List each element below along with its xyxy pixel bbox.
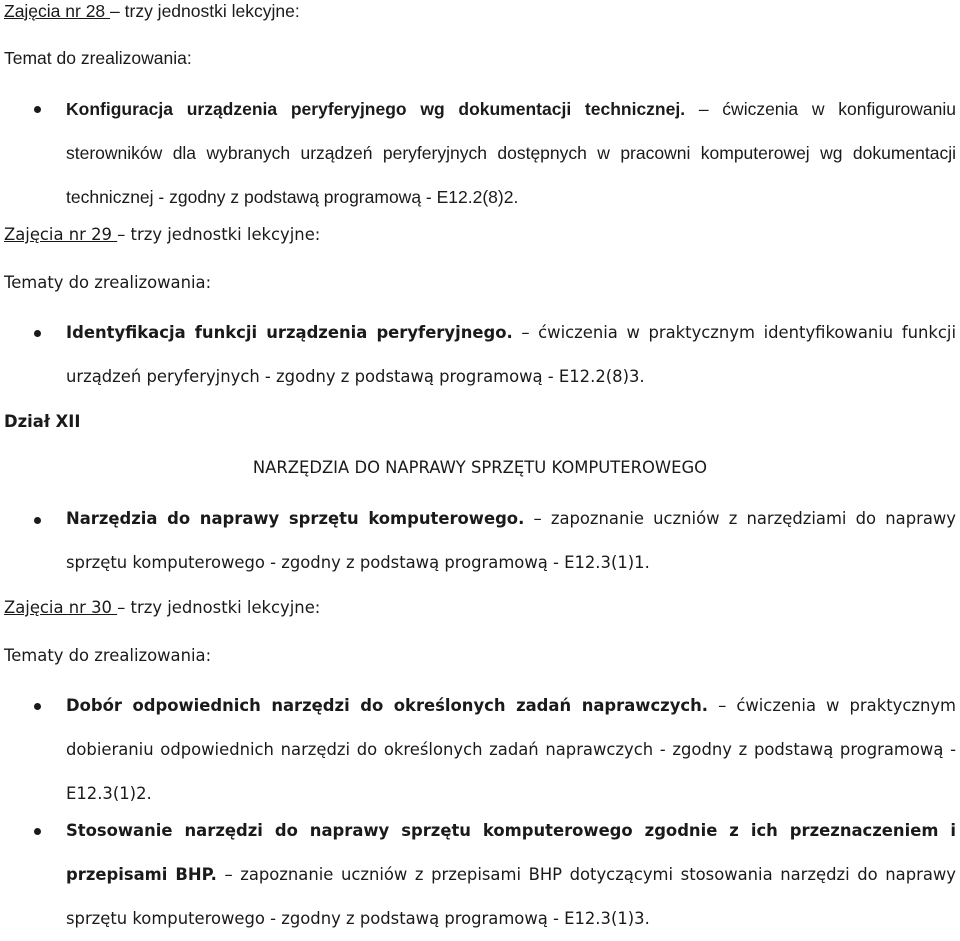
session-28-header — [4, 0, 300, 22]
section-title: NARZĘDZIA DO NAPRAWY SPRZĘTU KOMPUTEROWEGO — [252, 458, 708, 477]
session-29-link[interactable]: Zajęcia nr 29 — [4, 225, 118, 244]
session-30-item-1-bold: Dobór odpowiednich narzędzi do określonych zadań naprawczych. — [66, 696, 709, 715]
session-29-item-bold: Identyfikacja funkcji urządzenia peryferyjnego. — [66, 323, 513, 342]
session-30-header-rest: – trzy jednostki lekcyjne: — [117, 598, 321, 617]
session-29-header — [4, 224, 320, 246]
session-30-link[interactable]: Zajęcia nr 30 — [4, 598, 118, 617]
session-28-topic-label: Temat do zrealizowania: — [4, 48, 192, 68]
session-30-item-2-rest: – zapoznanie uczniów z przepisami BHP dotyczącymi stosowania narzędzi do naprawy sprzętu komputerowego - zgodny z podstawą programową - E12.3(1)3. — [66, 865, 956, 928]
session-29-item-rest: – ćwiczenia w praktycznym identyfikowaniu funkcji urządzeń peryferyjnych - zgodny z podstawą programową - E12.2(8)3. — [66, 323, 956, 386]
section-label: Dział XII — [4, 412, 81, 431]
session-28-item — [66, 87, 956, 219]
bullet-icon — [34, 517, 41, 524]
session-30-item-2 — [66, 809, 956, 941]
section-intro-rest: – zapoznanie uczniów z narzędziami do naprawy sprzętu komputerowego - zgodny z podstawą programową - E12.3(1)1. — [66, 509, 956, 572]
session-29-header-rest: – trzy jednostki lekcyjne: — [117, 225, 321, 244]
session-29-topic-label: Tematy do zrealizowania: — [4, 273, 212, 292]
session-30-item-2-bold: Stosowanie narzędzi do naprawy sprzętu komputerowego zgodnie z ich przeznaczeniem i przepisami BHP. — [66, 821, 956, 884]
bullet-icon — [34, 828, 41, 835]
session-29-item — [66, 311, 956, 399]
session-30-header — [4, 597, 320, 619]
session-28-item-rest: – ćwiczenia w konfigurowaniu sterowników dla wybranych urządzeń peryferyjnych dostępnych w pracowni komputerowej wg dokumentacji technicznej - zgodny z podstawą programową - E12.2(8)2. — [66, 99, 956, 207]
section-intro-bold: Narzędzia do naprawy sprzętu komputerowego. — [66, 509, 525, 528]
bullet-icon — [34, 330, 41, 337]
session-28-header-rest: – trzy jednostki lekcyjne: — [110, 1, 300, 21]
session-30-topic-label: Tematy do zrealizowania: — [4, 646, 212, 665]
session-28-item-bold: Konfiguracja urządzenia peryferyjnego wg dokumentacji technicznej. — [66, 99, 686, 119]
session-28-link[interactable]: Zajęcia nr 28 — [4, 1, 111, 21]
section-intro — [66, 497, 956, 585]
session-30-item-1 — [66, 684, 956, 816]
bullet-icon — [34, 106, 41, 113]
bullet-icon — [34, 703, 41, 710]
session-30-item-1-rest: – ćwiczenia w praktycznym dobieraniu odpowiednich narzędzi do określonych zadań naprawczych - zgodny z podstawą programową - E12.3(1)2. — [66, 696, 956, 803]
